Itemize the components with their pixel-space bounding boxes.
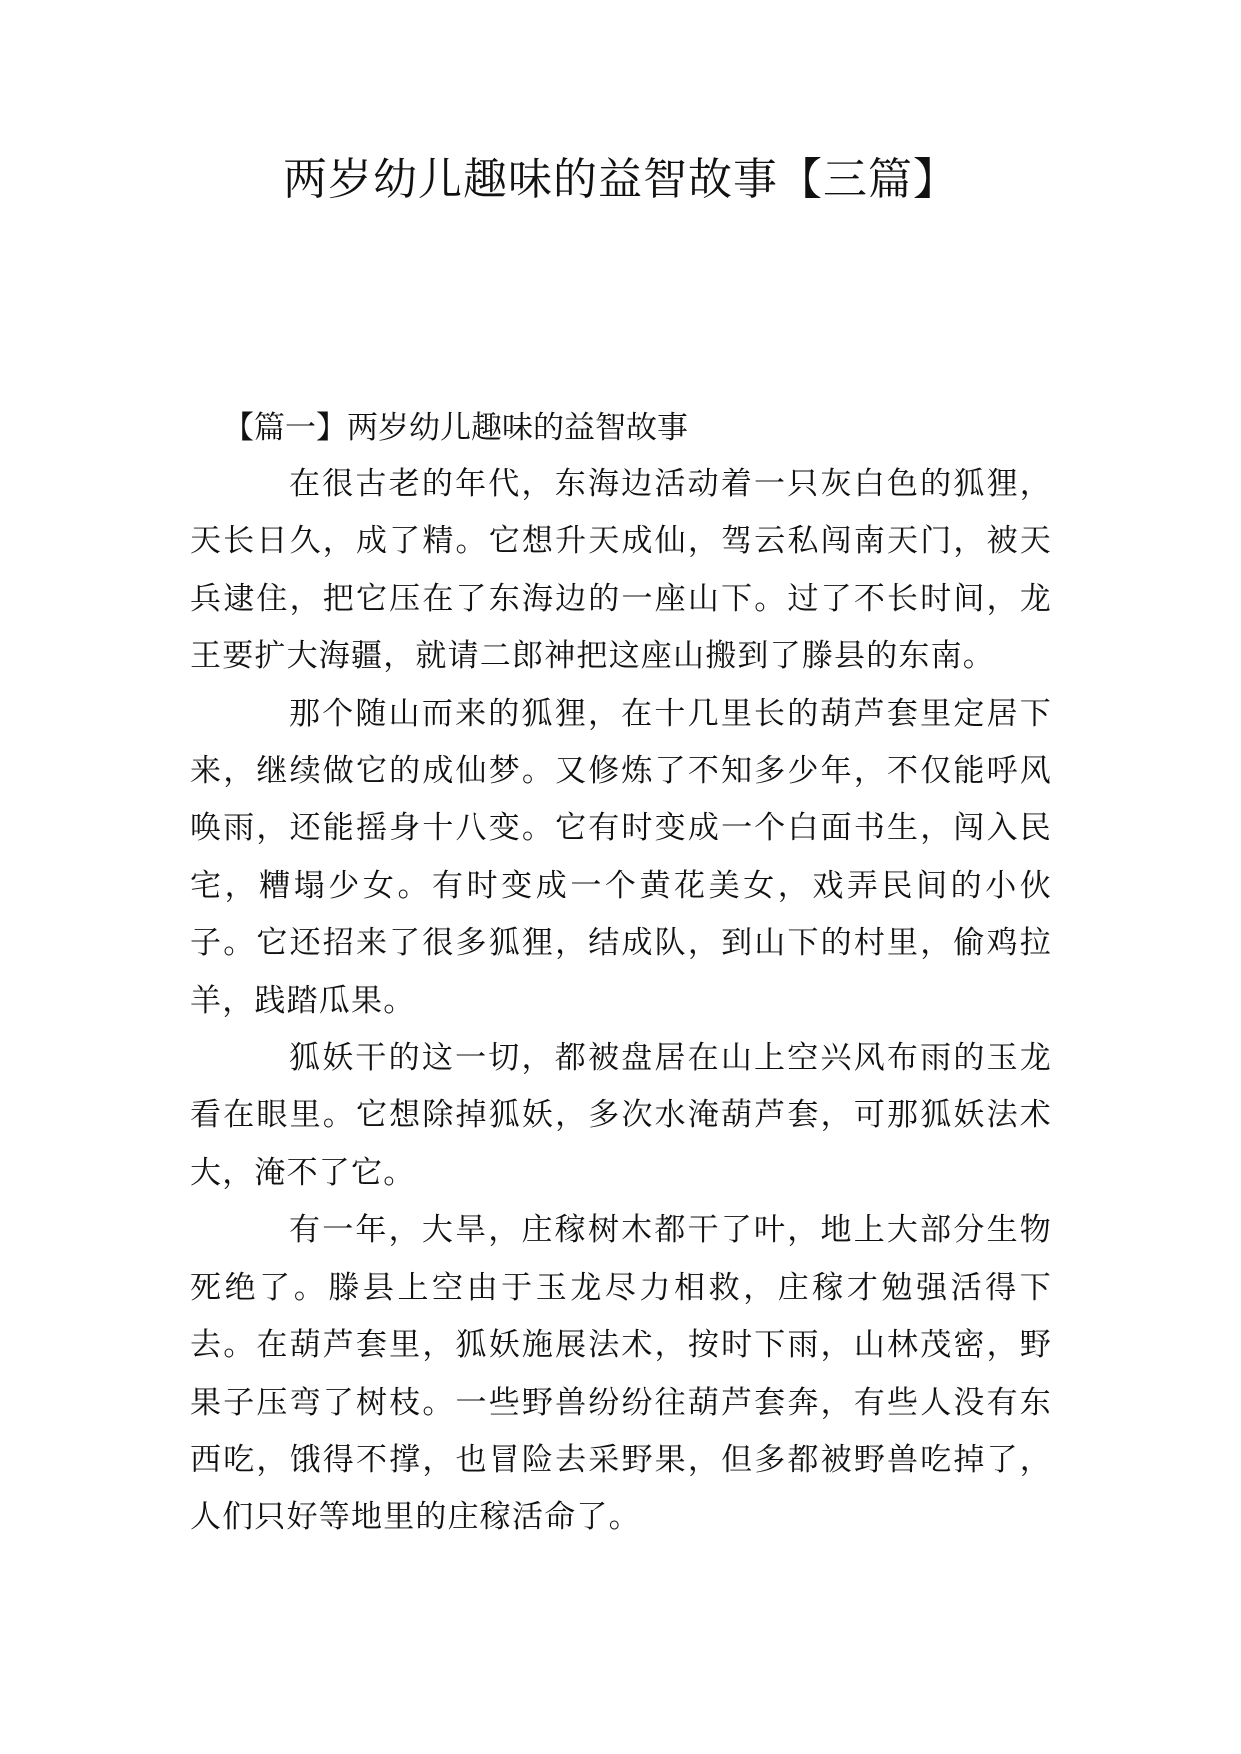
paragraph-3: 狐妖干的这一切，都被盘居在山上空兴风布雨的玉龙看在眼里。它想除掉狐妖，多次水淹葫芦套，可那狐妖法术大，淹不了它。: [190, 1040, 1052, 1191]
document-body: [190, 400, 1052, 1547]
section-heading: 【篇一】两岁幼儿趣味的益智故事: [223, 410, 688, 446]
paragraph-1: 在很古老的年代，东海边活动着一只灰白色的狐狸，天长日久，成了精。它想升天成仙，驾云私闯南天门，被天兵逮住，把它压在了东海边的一座山下。过了不长时间，龙王要扩大海疆，就请二郎神把这座山搬到了滕县的东南。: [190, 466, 1052, 675]
paragraph-2: 那个随山而来的狐狸，在十几里长的葫芦套里定居下来，继续做它的成仙梦。又修炼了不知多少年，不仅能呼风唤雨，还能摇身十八变。它有时变成一个白面书生，闯入民宅，糟塌少女。有时变成一个黄花美女，戏弄民间的小伙子。它还招来了很多狐狸，结成队，到山下的村里，偷鸡拉羊，践踏瓜果。: [190, 695, 1052, 1019]
document-title: 两岁幼儿趣味的益智故事【三篇】: [283, 154, 958, 205]
paragraph-4: 有一年，大旱，庄稼树木都干了叶，地上大部分生物死绝了。滕县上空由于玉龙尽力相救，庄稼才勉强活得下去。在葫芦套里，狐妖施展法术，按时下雨，山林茂密，野果子压弯了树枝。一些野兽纷纷往葫芦套奔，有些人没有东西吃，饿得不撑，也冒险去采野果，但多都被野兽吃掉了，人们只好等地里的庄稼活命了。: [190, 1212, 1052, 1536]
